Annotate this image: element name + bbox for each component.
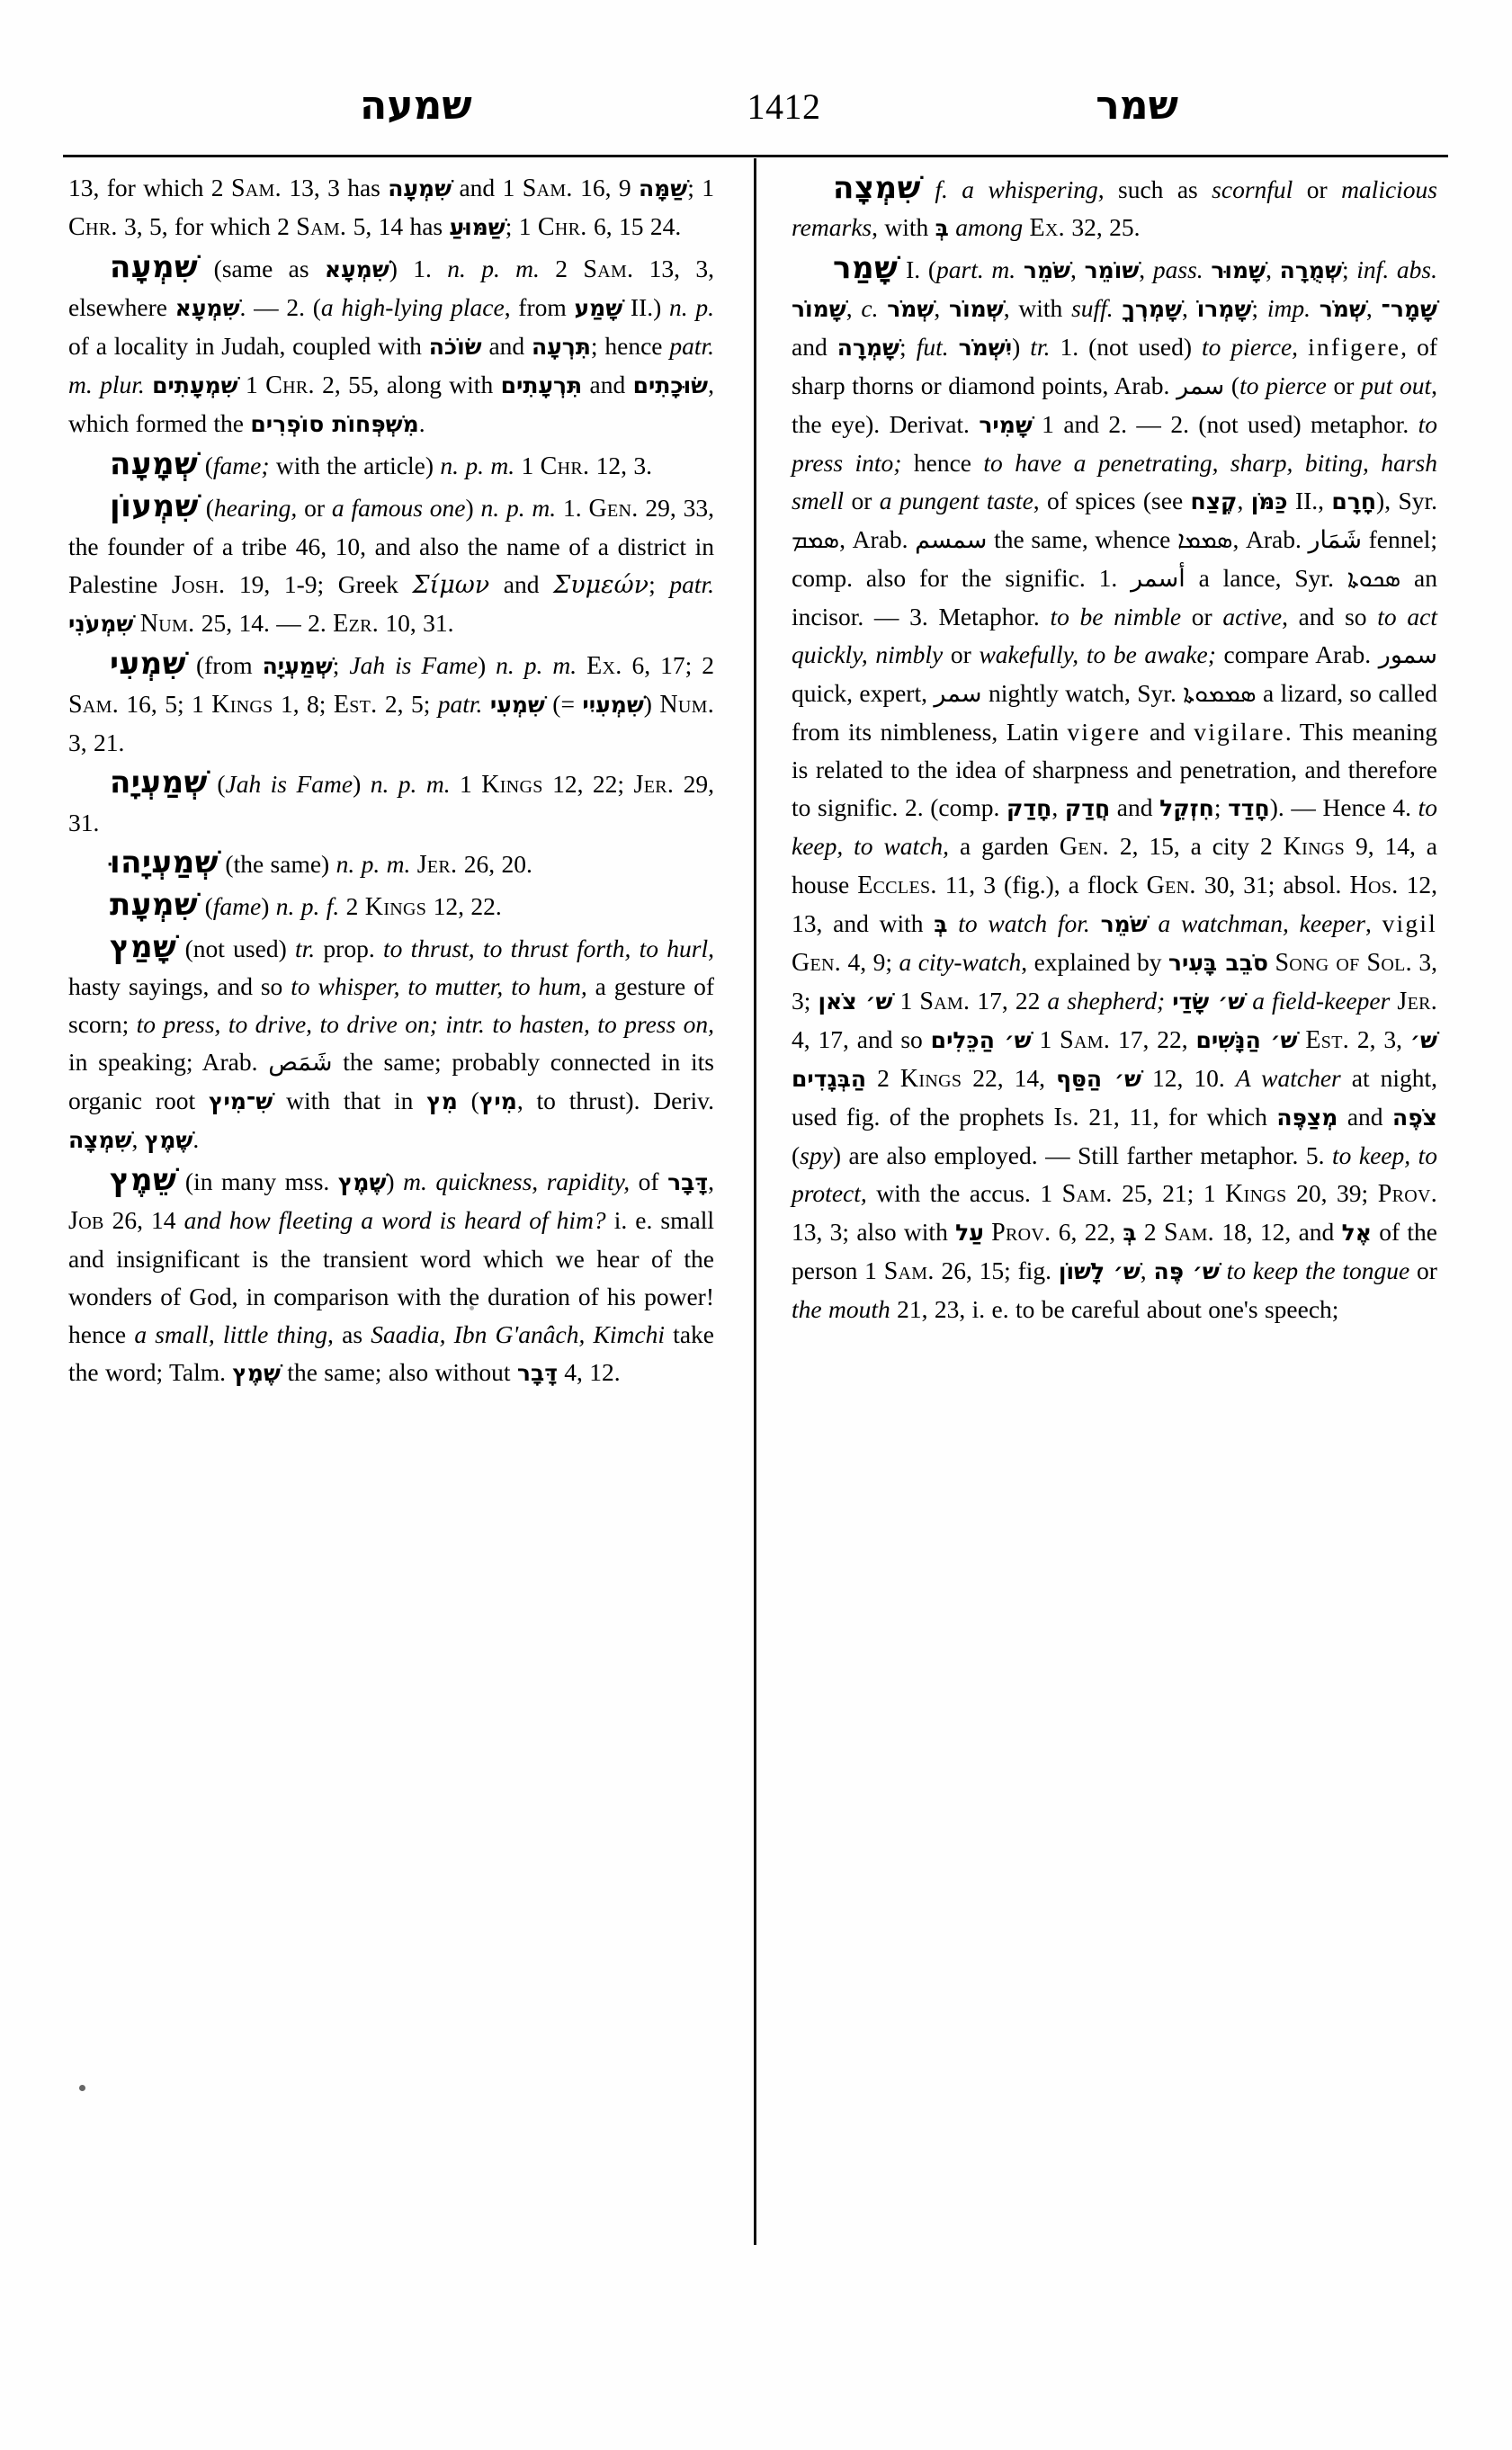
scan-speck: [79, 2085, 85, 2091]
lexicon-entry-shimath: שִׁמְעָת (fame) n. p. f. 2 Kings 12, 22.: [110, 887, 502, 923]
two-column-body: [63, 169, 1448, 2256]
entry-lemma: שְׁמַעְיָהוּ: [110, 845, 219, 881]
scan-speck: [470, 1306, 474, 1310]
entry-lemma: שִׁמְעָת: [110, 887, 199, 923]
entry-lemma: שִׁמְעִי: [110, 646, 186, 682]
right-column: [786, 169, 1443, 2256]
lexicon-entry-shimtsah: שִׁמְצָה f. a whispering, such as scornful or malicious remarks, with בְּ among Ex. 32, 25.: [792, 170, 1438, 242]
left-column: [63, 169, 720, 2256]
lexicon-entry-shamats: שָׁמַץ (not used) tr. prop. to thrust, to thrust forth, to hurl, hasty sayings, and so to whisper, to mutter, to hum, a gesture of scorn; to press, to drive, to drive on; intr. to hasten, to press on, in speaking; Arab. شَمَص the same; probably connected in its organic root שִׁ־מִיץ with that in מִץ (מִיץ, to thrust). Deriv. שִׁמְצָה, שֶׁמֶץ.: [68, 929, 715, 1153]
lexicon-entry-shemets: שֵׁמֶץ (in many mss. שֶׁמֶץ) m. quickness, rapidity, of דָּבָר, Job 26, 14 and how fleeting a word is heard of him? i. e. small and insignificant is the transient word which we hear of the wonders of God, in comparison with the duration of his power! hence a small, little thing, as Saadia, Ibn G'anâch, Kimchi take the word; Talm. שֶׁמֶץ the same; also without דָּבָר 4, 12.: [68, 1162, 714, 1386]
entry-lemma: שָׁמַר: [833, 250, 899, 286]
lexicon-entry-shimi: שִׁמְעִי (from שְׁמַעְיָה; Jah is Fame) n. p. m. Ex. 6, 17; 2 Sam. 16, 5; 1 Kings 1, 8; Est. 2, 5; patr. שִׁמְעִי (= שִׁמְעִיִי) Num. 3, 21.: [68, 646, 715, 756]
lexicon-entry-shemayah: שְׁמַעְיָה (Jah is Fame) n. p. m. 1 Kings 12, 22; Jer. 29, 31.: [68, 765, 714, 836]
entry-lemma: שָׁמַץ: [110, 929, 177, 965]
entry-lemma: שִׁמְעָה: [110, 249, 199, 285]
header-rule: [63, 155, 1448, 157]
running-head: [63, 85, 1448, 148]
arabic-cognate: سمر: [1176, 372, 1225, 400]
entry-lemma: שֵׁמֶץ: [110, 1162, 177, 1198]
entry-lemma: שְׁמַעְיָה: [110, 765, 208, 800]
arabic-cognate: أسمر: [1131, 565, 1185, 593]
running-head-left-hebrew: שמעה: [360, 83, 472, 129]
lexicon-entry-shemaah: שְׁמָעָה (fame; with the article) n. p. m. 1 Chr. 12, 3.: [110, 446, 653, 482]
lexicon-entry-shimah: שִׁמְעָה (same as שִׁמְעָא) 1. n. p. m. 2 Sam. 13, 3, elsewhere שִׁמְעָא. — 2. (a high-lying place, from שָׁמַע II.) n. p. of a locality in Judah, coupled with שׂוֹכֹה and תִּרְעָה; hence patr. m. plur. שִׁמְעָתִים 1 Chr. 2, 55, along with תִּרְעָתִים and שׂוּכָתִים, which formed the מִשְׁפְּחוֹת סוֹפְרִים.: [68, 249, 714, 437]
entry-lemma: שִׁמְצָה: [833, 170, 921, 206]
entry-lemma: שִׁמְעוֹן: [110, 488, 199, 524]
arabic-cognate: سمسم: [915, 526, 988, 554]
syriac-cognate: ܣܡܡܐ: [1176, 526, 1233, 554]
lexicon-entry-shamar: שָׁמַר I. (part. m. שֹׁמֵר, שׁוֹמֵר, pass. שָׁמוּר, שְׁמֻרָה; inf. abs. שָׁמוֹר, c. שְׁמֹר, שְׁמוֹר, with suff. שָׁמְרְךָ, שָׁמְרוֹ; imp. שְׁמֹר, שָׁמָר־ and שָׁמְרָה; fut. יִשְׁמֹר) tr. 1. (not used) to pierce, infigere, of sharp thorns or diamond points, Arab. سمر (to pierce or put out, the eye). Derivat. שָׁמִיר 1 and 2. — 2. (not used) metaphor. to press into; hence to have a penetrating, sharp, biting, harsh smell or a pungent taste, of spices (see קֶצַח, כַּמֹּן II., חָרָם), Syr. ܣܡܡ, Arab. سمسم the same, whence ܣܡܡܐ, Arab. شَمَار fennel; comp. also for the signific. 1. أسمر a lance, Syr. ܣܟܘܬܐ an incisor. — 3. Metaphor. to be nimble or active, and so to act quickly, nimbly or wakefully, to be awake; compare Arab. سمور quick, expert, سمر nightly watch, Syr. ܣܡܡܘܬܐ a lizard, so called from its nimbleness, Latin vigere and vigilare. This meaning is related to the idea of sharpness and penetration, and therefore to signific. 2. (comp. חָדַק, חֲדַק and חִזְקֵל; חָדַד). — Hence 4. to keep, to watch, a garden Gen. 2, 15, a city 2 Kings 9, 14, a house Eccles. 11, 3 (fig.), a flock Gen. 30, 31; absol. Hos. 12, 13, and with בְּ to watch for. שֹׁמֵר a watchman, keeper, vigil Gen. 4, 9; a city-watch, explained by סֹבֵב בָּעִיר Song of Sol. 3, 3; שׁ׳ צֹאן 1 Sam. 17, 22 a shepherd; שׁ׳ שָׂדַי a field-keeper Jer. 4, 17, and so שׁ׳ הַכֵּלִים 1 Sam. 17, 22, שׁ׳ הַנָּשִׁים Est. 2, 3, שׁ׳ הַבְּגָדִים 2 Kings 22, 14, שׁ׳ הַסַּף 12, 10. A watcher at night, used fig. of the prophets Is. 21, 11, for which מְצַפֶּה and צֹפֶה (spy) are also employed. — Still farther metaphor. 5. to keep, to protect, with the accus. 1 Sam. 25, 21; 1 Kings 20, 39; Prov. 13, 3; also with עַל Prov. 6, 22, בְּ 2 Sam. 18, 12, and אֶל of the person 1 Sam. 26, 15; fig. שׁ׳ לָשׁוֹן, שׁ׳ פֶּה to keep the tongue or the mouth 21, 23, i. e. to be careful about one's speech;: [792, 250, 1438, 1323]
syriac-cognate: ܣܟܘܬܐ: [1346, 565, 1401, 593]
arabic-cognate: سمور: [1378, 641, 1438, 669]
page-number: 1412: [747, 86, 821, 127]
lexicon-entry-shemayahu: שְׁמַעְיָהוּ (the same) n. p. m. Jer. 26, 20.: [110, 845, 532, 881]
syriac-cognate: ܣܡܡ: [792, 526, 840, 554]
entry-lemma: שְׁמָעָה: [110, 446, 199, 482]
arabic-cognate: شَمَار: [1308, 526, 1362, 554]
lexicon-entry-shimon: שִׁמְעוֹן (hearing, or a famous one) n. p. m. 1. Gen. 29, 33, the founder of a tribe 46, 10, and also the name of a district in Palestine Josh. 19, 1-9; Greek Σίμων and Συμεών; patr. שִׁמְעֹנִי Num. 25, 14. — 2. Ezr. 10, 31.: [68, 488, 715, 638]
arabic-cognate: شَمَص: [268, 1049, 333, 1077]
syriac-cognate: ܣܡܡܘܬܐ: [1183, 680, 1257, 708]
paragraph-continuation: 13, for which 2 Sam. 13, 3 has שִׁמְעָה and 1 Sam. 16, 9 שַׁמָּה; 1 Chr. 3, 5, for which 2 Sam. 5, 14 has שַׁמּוּעַ; 1 Chr. 6, 15 24.: [68, 174, 714, 241]
running-head-right-hebrew: שמר: [1096, 83, 1178, 129]
arabic-cognate: سمر: [934, 680, 982, 708]
